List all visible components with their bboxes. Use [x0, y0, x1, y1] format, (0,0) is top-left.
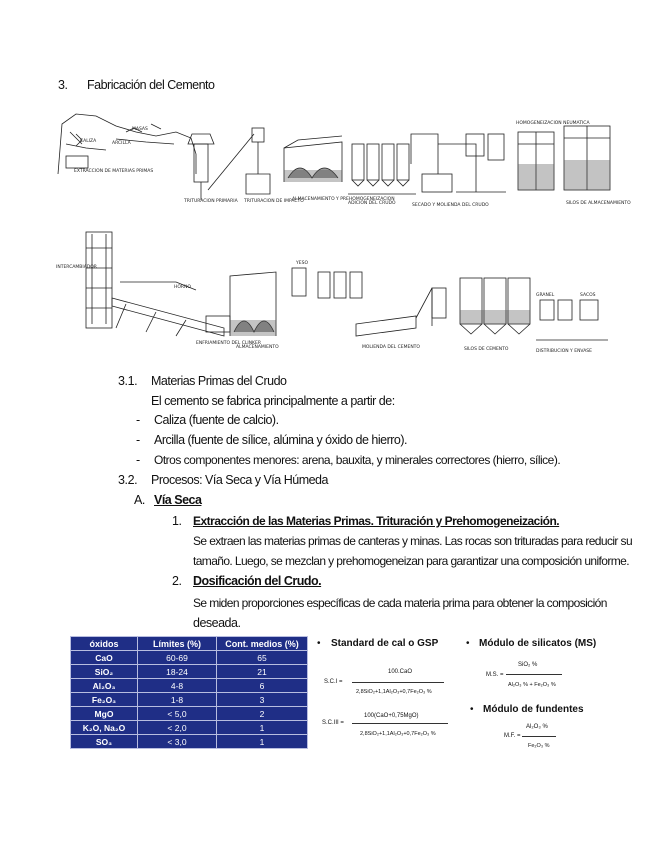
list-item: Caliza (fuente de calcio).: [154, 413, 279, 427]
list-item: Otros componentes menores: arena, bauxita, y minerales correctores (hierro, sílice).: [154, 453, 561, 467]
label-almacenamiento: ALMACENAMIENTO: [236, 345, 279, 350]
table-cell-mean: 2: [217, 707, 308, 721]
subsection-31-intro: El cemento se fabrica principalmente a partir de:: [151, 394, 395, 408]
item-2-text-line: Se miden proporciones específicas de cada materia prima para obtener la composición: [193, 596, 607, 610]
table-cell-mean: 21: [217, 665, 308, 679]
table-cell-mean: 65: [217, 651, 308, 665]
table-cell-limits: 60-69: [138, 651, 217, 665]
table-row: [71, 735, 308, 749]
table-row: [71, 721, 308, 735]
mf-title: Módulo de fundentes: [483, 704, 584, 715]
table-cell-oxide: SiO₂: [71, 665, 138, 679]
table-header: Cont. medios (%): [217, 637, 308, 651]
ms-bullet: •: [466, 638, 470, 649]
label-trituracion-impacto: TRITURACION DE IMPACTO: [244, 199, 304, 204]
table-cell-limits: < 5,0: [138, 707, 217, 721]
process-diagram-bottom: [56, 228, 618, 362]
table-row: [71, 679, 308, 693]
subsection-32-number: 3.2.: [118, 473, 138, 487]
table-cell-oxide: CaO: [71, 651, 138, 665]
label-intercambiador: INTERCAMBIADOR: [56, 265, 97, 270]
table-row: [71, 693, 308, 707]
table-cell-oxide: Fe₂O₃: [71, 693, 138, 707]
gsp-title: Standard de cal o GSP: [331, 638, 439, 649]
list-item: Arcilla (fuente de sílice, alúmina y óxido de hierro).: [154, 433, 407, 447]
subsection-31-number: 3.1.: [118, 374, 138, 388]
table-cell-limits: < 2,0: [138, 721, 217, 735]
table-cell-mean: 6: [217, 679, 308, 693]
item-2-marker: 2.: [172, 574, 182, 588]
gsp-bullet: •: [317, 638, 321, 649]
table-cell-mean: 1: [217, 735, 308, 749]
item-1-title: Extracción de las Materias Primas. Trituración y Prehomogeneización.: [193, 514, 560, 528]
process-diagram-top: [56, 104, 631, 224]
ms-fraction-line: [506, 674, 562, 675]
table-cell-oxide: Al₂O₃: [71, 679, 138, 693]
bullet-marker: -: [136, 433, 141, 447]
oxides-table: [70, 636, 308, 749]
label-granel: GRANEL: [536, 293, 555, 298]
table-cell-limits: 18-24: [138, 665, 217, 679]
table-header: Límites (%): [138, 637, 217, 651]
section-title: Fabricación del Cemento: [87, 78, 215, 92]
mf-label: M.F. =: [504, 733, 521, 739]
sciii-fraction-line: [352, 723, 448, 724]
label-silos-cemento: SILOS DE CEMENTO: [464, 347, 509, 352]
sciii-numerator: 100(CaO+0,75MgO): [364, 713, 419, 719]
table-header: óxidos: [71, 637, 138, 651]
ms-title: Módulo de silicatos (MS): [479, 638, 597, 649]
label-trituracion-primaria: TRITURACION PRIMARIA: [184, 199, 238, 204]
label-distribucion: DISTRIBUCION Y ENVASE: [536, 349, 592, 354]
mf-numerator: Al₂O₃ %: [526, 724, 548, 730]
label-extraccion: EXTRACCION DE MATERIAS PRIMAS: [74, 169, 154, 174]
label-homogeneizacion: HOMOGENEIZACION NEUMATICA: [516, 121, 590, 126]
table-cell-mean: 3: [217, 693, 308, 707]
mf-fraction-line: [522, 736, 556, 737]
mf-denominator: Fe₂O₃ %: [528, 743, 550, 749]
mf-bullet: •: [470, 704, 474, 715]
sci-denominator: 2,8SiO₂+1,1Al₂O₃+0,7Fe₂O₃ %: [356, 689, 432, 695]
label-masas: MASAS: [132, 127, 148, 132]
label-silos: SILOS DE ALMACENAMIENTO: [566, 201, 631, 206]
table-header-row: [71, 637, 308, 651]
table-row: [71, 707, 308, 721]
label-sacos: SACOS: [580, 293, 596, 298]
table-cell-oxide: MgO: [71, 707, 138, 721]
table-cell-limits: < 3,0: [138, 735, 217, 749]
item-2-title: Dosificación del Crudo.: [193, 574, 322, 588]
label-molienda: MOLIENDA DEL CEMENTO: [362, 345, 420, 350]
table-cell-limits: 4-8: [138, 679, 217, 693]
ms-denominator: Al₂O₃ % + Fe₂O₃ %: [508, 682, 556, 688]
label-arcilla: ARCILLA: [112, 141, 131, 146]
subsection-a-title: Vía Seca: [154, 493, 202, 507]
section-number: 3.: [58, 78, 68, 92]
label-enfriamiento: ENFRIAMIENTO DEL CLINKER: [196, 341, 261, 346]
subsection-32-title: Procesos: Vía Seca y Vía Húmeda: [151, 473, 328, 487]
item-1-text-line: tamaño. Luego, se mezclan y prehomogeneizan para garantizar una composición uniforme.: [193, 554, 629, 568]
subsection-31-title: Materias Primas del Crudo: [151, 374, 287, 388]
item-1-marker: 1.: [172, 514, 182, 528]
bullet-marker: -: [136, 413, 141, 427]
table-cell-mean: 1: [217, 721, 308, 735]
label-yeso: YESO: [296, 261, 308, 266]
item-1-text-line: Se extraen las materias primas de canteras y minas. Las rocas son trituradas para reducir su: [193, 534, 633, 548]
ms-numerator: SiO₂ %: [518, 662, 538, 668]
label-almacenamiento: ALMACENAMIENTO Y PREHOMOGENEIZACION: [292, 197, 395, 202]
ms-label: M.S. =: [486, 672, 504, 678]
sciii-denominator: 2,8SiO₂+1,1Al₂O₃+0,7Fe₂O₃ %: [360, 731, 436, 737]
table-row: [71, 651, 308, 665]
sci-numerator: 100.CaO: [388, 669, 413, 675]
table-row: [71, 665, 308, 679]
label-caliza: CALIZA: [80, 139, 97, 144]
table-cell-oxide: K₂O, Na₂O: [71, 721, 138, 735]
label-dosificacion: ADICION DEL CRUDO: [348, 201, 396, 206]
label-horno: HORNO: [174, 285, 191, 290]
sci-fraction-line: [352, 682, 444, 683]
item-2-text-line: deseada.: [193, 616, 241, 630]
table-cell-limits: 1-8: [138, 693, 217, 707]
sciii-label: S.C.III =: [322, 720, 344, 726]
sci-label: S.C.I =: [324, 679, 343, 685]
table-cell-oxide: SO₃: [71, 735, 138, 749]
subsection-a-marker: A.: [134, 493, 145, 507]
bullet-marker: -: [136, 453, 141, 467]
label-secado: SECADO Y MOLIENDA DEL CRUDO: [412, 203, 489, 208]
